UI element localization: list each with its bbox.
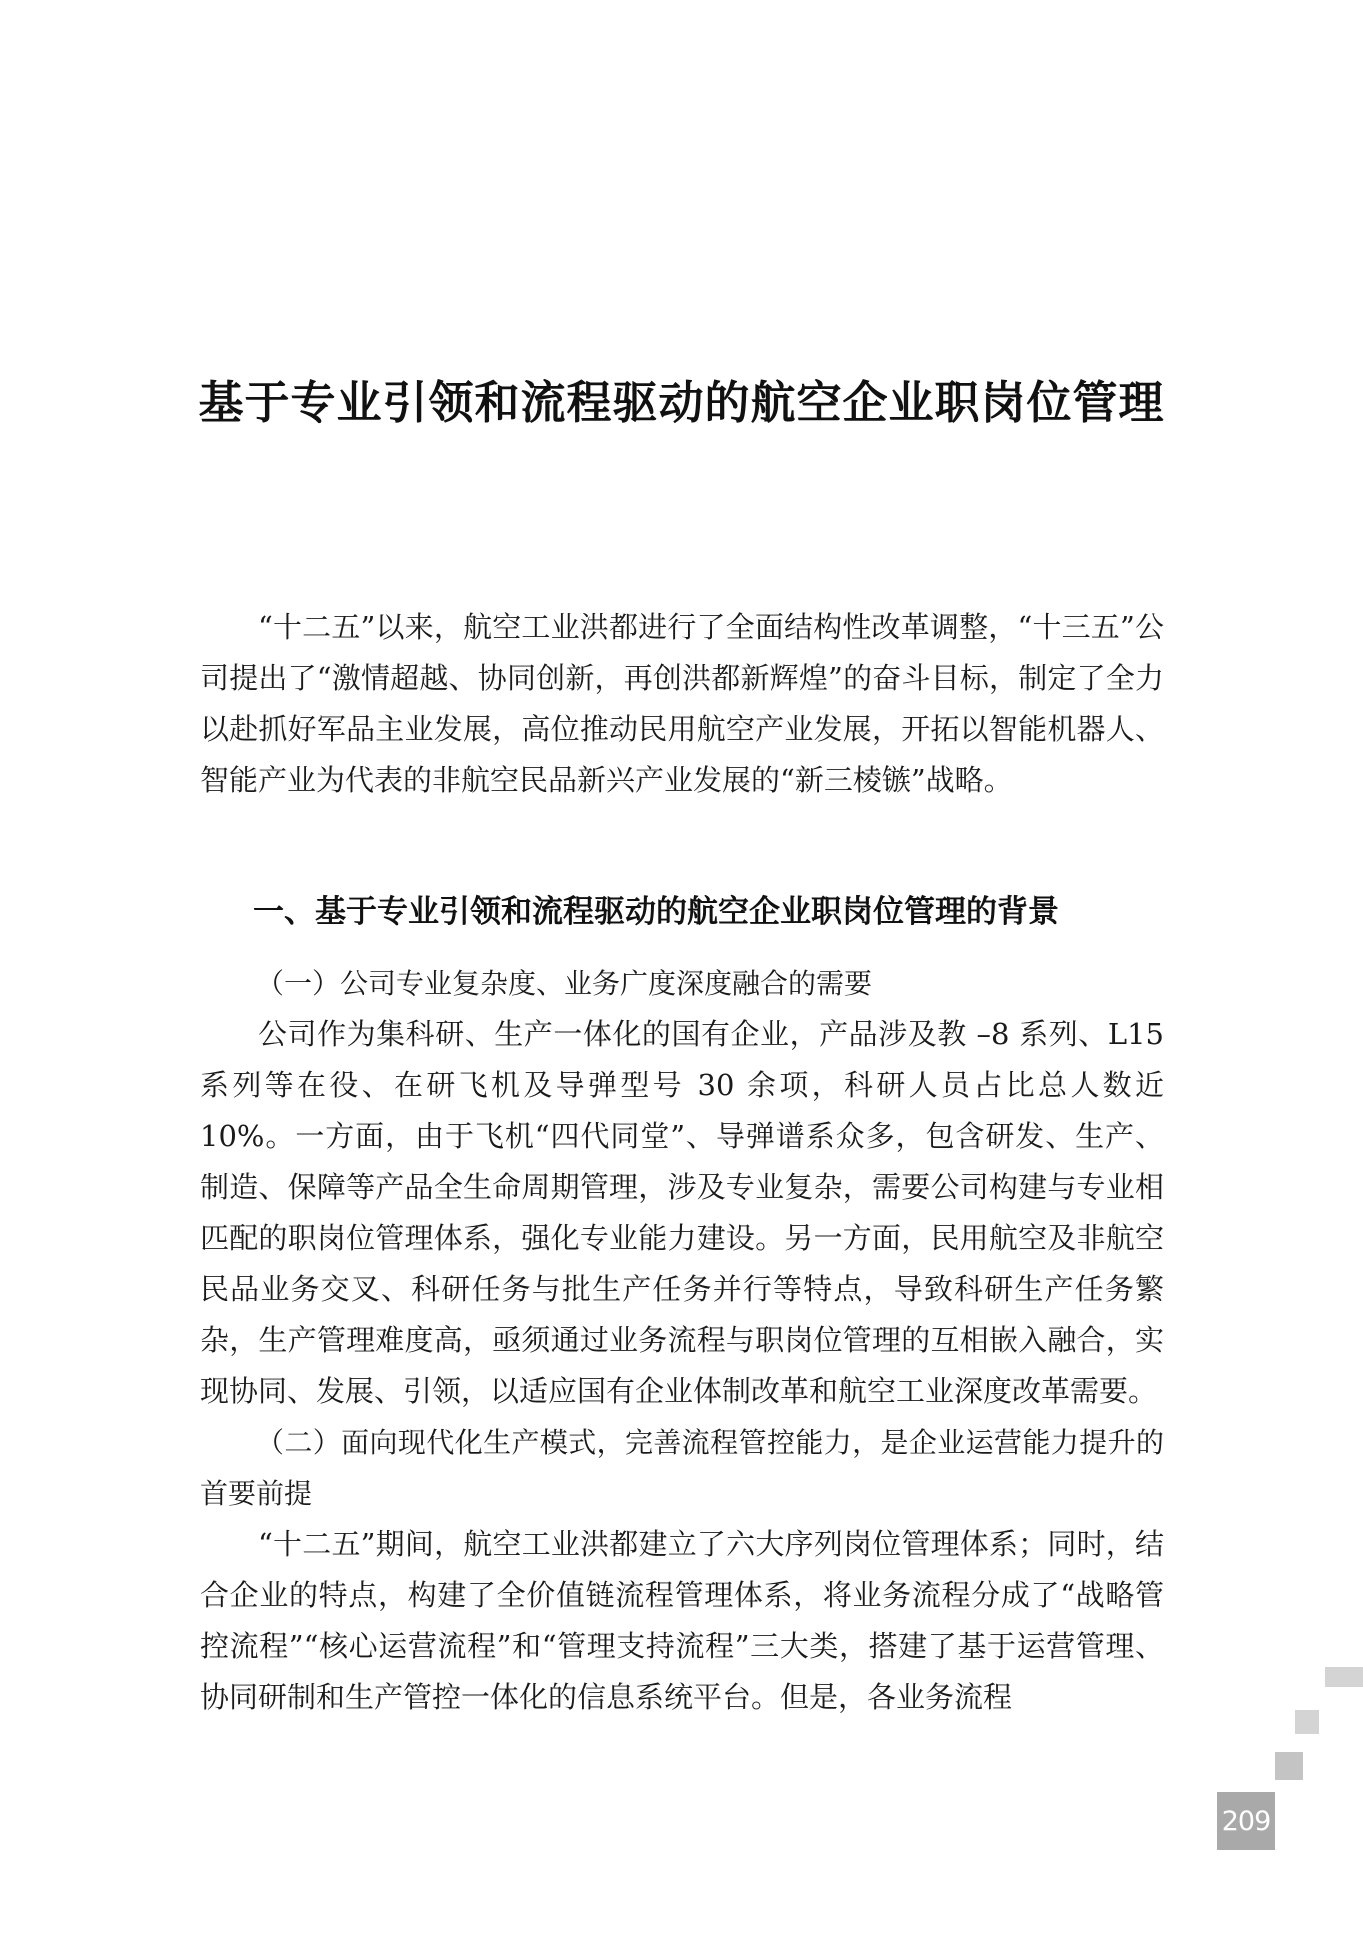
page-number: 209 (1217, 1792, 1275, 1850)
section-body (200, 958, 1164, 1723)
decorative-block-lower (1275, 1752, 1303, 1780)
subsection-heading-1: （一）公司专业复杂度、业务广度深度融合的需要 (256, 967, 873, 1000)
subsection-heading-2: （二）面向现代化生产模式，完善流程管控能力，是企业运营能力提升的首要前提 (200, 1426, 1164, 1510)
subsection-paragraph-1: 公司作为集科研、生产一体化的国有企业，产品涉及教 –8 系列、L15 系列等在役、在研飞机及导弹型号 30 余项，科研人员占比总人数近 10%。一方面，由于飞机“四代同堂”、导弹谱系众多，包含研发、生产、制造、保障等产品全生命周期管理，涉及专业复杂，需要公司构建与专业相匹配的职岗位管理体系，强化专业能力建设。另一方面，民用航空及非航空民品业务交叉、科研任务与批生产任务并行等特点，导致科研生产任务繁杂，生产管理难度高，亟须通过业务流程与职岗位管理的互相嵌入融合，实现协同、发展、引领，以适应国有企业体制改革和航空工业深度改革需要。 (200, 1017, 1164, 1408)
page-title: 基于专业引领和流程驱动的航空企业职岗位管理 (198, 376, 1165, 429)
decorative-block-top (1325, 1667, 1363, 1687)
intro-paragraph: “十二五”以来，航空工业洪都进行了全面结构性改革调整，“十三五”公司提出了“激情超越、协同创新，再创洪都新辉煌”的奋斗目标，制定了全力以赴抓好军品主业发展，高位推动民用航空产业发展，开拓以智能机器人、智能产业为代表的非航空民品新兴产业发展的“新三棱镞”战略。 (200, 610, 1164, 797)
intro-section (200, 602, 1164, 806)
subsection-paragraph-2: “十二五”期间，航空工业洪都建立了六大序列岗位管理体系；同时，结合企业的特点，构建了全价值链流程管理体系，将业务流程分成了“战略管控流程”“核心运营流程”和“管理支持流程”三大类，搭建了基于运营管理、协同研制和生产管控一体化的信息系统平台。但是，各业务流程 (200, 1527, 1164, 1714)
decorative-block-middle (1295, 1710, 1319, 1734)
section-heading: 一、基于专业引领和流程驱动的航空企业职岗位管理的背景 (253, 894, 1059, 930)
